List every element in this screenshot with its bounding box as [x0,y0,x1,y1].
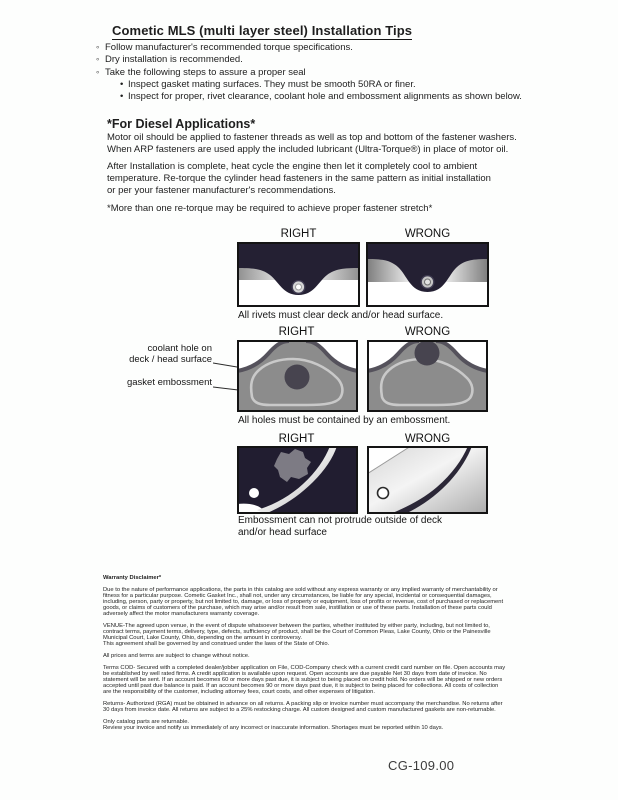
bullet-icon: ◦ [96,66,100,78]
figure2-caption: All holes must be contained by an embossment. [238,415,451,426]
list-item [96,67,522,79]
agreement-line: This agreement shall be governed by and construed under the laws of the State of Ohio. [103,641,330,648]
list-item [120,79,522,91]
catalog-parts-line: Only catalog parts are returnable. [103,718,190,725]
diesel-paragraph-1: Motor oil should be applied to fastener threads as well as top and bottom of the fastener washers. When ARP fasteners are used apply the included lubricant (Ultra-Torque®) in place of motor oil. [107,132,517,156]
page-code: CG-109.00 [388,758,455,773]
figure3-right-label: RIGHT [278,433,315,445]
warranty-disclaimer [103,575,527,731]
returns-paragraph: Returns- Authorized (RGA) must be obtained in advance on all returns. A packing slip or invoice number must accompany the merchandise. No returns after 30 days from invoice date. All returns are subject to a 25% restocking charge. All custom designed and custom manufactured gaskets are non-returnable. [103,701,503,714]
bullet-icon: • [120,91,124,103]
list-item [96,42,522,54]
gasket-embossment-annotation: gasket embossment [126,377,212,388]
bullet-icon: ◦ [96,54,100,66]
diesel-paragraph-2: After Installation is complete, heat cycle the engine then let it completely cool to ambient temperature. Re-torque the cylinder head fasteners in the same pattern as initial installation or per your fastener manufacturer's recommendations. [107,161,491,197]
bullet-icon: • [120,78,124,90]
embossment-containment-right-diagram [237,340,358,412]
figure1-caption: All rivets must clear deck and/or head surface. [238,310,444,321]
figure2-wrong-label: WRONG [404,326,451,338]
prices-line: All prices and terms are subject to change without notice. [103,653,250,660]
embossment-protrusion-wrong-diagram [367,446,488,514]
installation-tips-list [96,42,522,103]
embossment-protrusion-right-diagram [237,446,358,514]
venue-paragraph: VENUE-The agreed upon venue, in the event of dispute whatsoever between the parties, whether instituted by either party, including, but not limited to, contract terms, payment terms, delivery, type, defects, sufficiency of product, shall be the Court of Common Pleas, Lake County, Ohio or the Painesville Municipal Court, Lake County, Ohio, depending on the amount in controversy. [103,622,491,642]
list-item-text: Take the following steps to assure a proper seal [105,66,306,78]
terms-cod-paragraph: Terms COD- Secured with a completed dealer/jobber application on File, COD-Company check with a current credit card number on file. Open accounts may be established by well rated firms. A credit application is available upon request. Open accounts are due payable Net 30 days from date of invoice. No statement will be sent. If an account becomes 60 or more days past due, it is subject to being placed on credit hold. No orders will be shipped or new orders accepted until past due balance is paid. If an account becomes 90 or more days past due, it is subject to being placed for collections. All costs of collection are the responsibility of the customer, including attorney fees, court costs, and other expenses of litigation. [103,664,506,696]
figure3-wrong-label: WRONG [404,433,451,445]
list-item [96,54,522,66]
review-invoice-line: Review your invoice and notify us immediately of any incorrect or inaccurate information. Shortages must be reported within 10 days. [103,724,444,731]
bullet-icon: ◦ [96,42,100,53]
figure2-right-label: RIGHT [278,326,315,338]
page-title: Cometic MLS (multi layer steel) Installation Tips [112,23,413,38]
figure3-caption: Embossment can not protrude outside of deck and/or head surface [238,515,443,538]
warranty-disclaimer-heading: Warranty Disclaimer* [103,575,162,581]
embossment-containment-wrong-diagram [367,340,488,412]
rivet-clearance-right-diagram [237,242,360,307]
list-item [120,91,522,103]
coolant-hole-annotation: coolant hole on deck / head surface [129,343,212,365]
figure1-right-label: RIGHT [280,228,317,240]
rivet-clearance-wrong-diagram [366,242,489,307]
diesel-applications-heading: *For Diesel Applications* [107,117,256,131]
disclaimer-paragraph: Due to the nature of performance applications, the parts in this catalog are sold without any express warranty or any implied warranty of merchantability or fitness for a particular purpose. Cometic Gasket Inc., shall not, under any circumstances, be liable for any special, incidental or consequential damages, including, person, party or property, but not limited to, damage, or loss of property or equipment, loss of profits or revenue, cost of purchased or replacement goods, or claims of customers of the purchase, which may arise and/or result from sale, instillation or use of these parts. Installation of these parts could adversely affect the motor manufacturers warranty coverage. [103,586,504,618]
list-item-text: Inspect gasket mating surfaces. They must be smooth 50RA or finer. [128,78,416,90]
list-item-text: Inspect for proper, rivet clearance, coolant hole and embossment alignments as shown below. [128,91,522,103]
list-item-text: Dry installation is recommended. [105,54,243,66]
retorque-note: *More than one re-torque may be required to achieve proper fastener stretch* [107,203,433,214]
list-item-text: Follow manufacturer's recommended torque specifications. [105,42,353,53]
figure1-wrong-label: WRONG [404,228,451,240]
